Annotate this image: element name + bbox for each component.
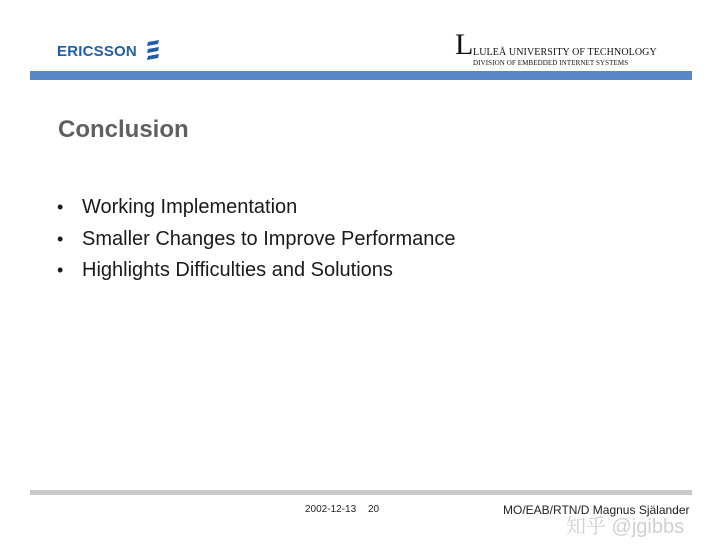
- ericsson-logo: [57, 40, 161, 62]
- list-item: [57, 228, 456, 260]
- list-item-text: Working Implementation: [82, 196, 298, 218]
- bullet-icon: •: [57, 197, 64, 217]
- ericsson-logo-text: ERICSSON: [57, 42, 137, 60]
- bullet-icon: •: [57, 260, 64, 280]
- list-item: [57, 259, 456, 291]
- university-logo: [455, 28, 670, 67]
- footer-date: 2002-12-13: [305, 504, 357, 515]
- university-logo-initial: L: [455, 28, 474, 61]
- watermark: 知乎 @jgibbs: [566, 516, 685, 538]
- ericsson-mark-icon: [145, 40, 161, 62]
- university-division: DIVISION OF EMBEDDED INTERNET SYSTEMS: [473, 59, 629, 67]
- slide-title: Conclusion: [58, 116, 189, 143]
- bullet-list: [57, 196, 456, 291]
- header-bar: [30, 71, 692, 80]
- list-item-text: Highlights Difficulties and Solutions: [82, 259, 393, 281]
- footer-author: MO/EAB/RTN/D Magnus Själander: [503, 503, 690, 517]
- list-item-text: Smaller Changes to Improve Performance: [82, 227, 456, 250]
- university-name: LULEÅ UNIVERSITY OF TECHNOLOGY: [473, 47, 657, 58]
- page-number: 20: [368, 504, 380, 515]
- footer-bar: [30, 490, 692, 495]
- bullet-icon: •: [57, 228, 64, 249]
- list-item: [57, 196, 456, 228]
